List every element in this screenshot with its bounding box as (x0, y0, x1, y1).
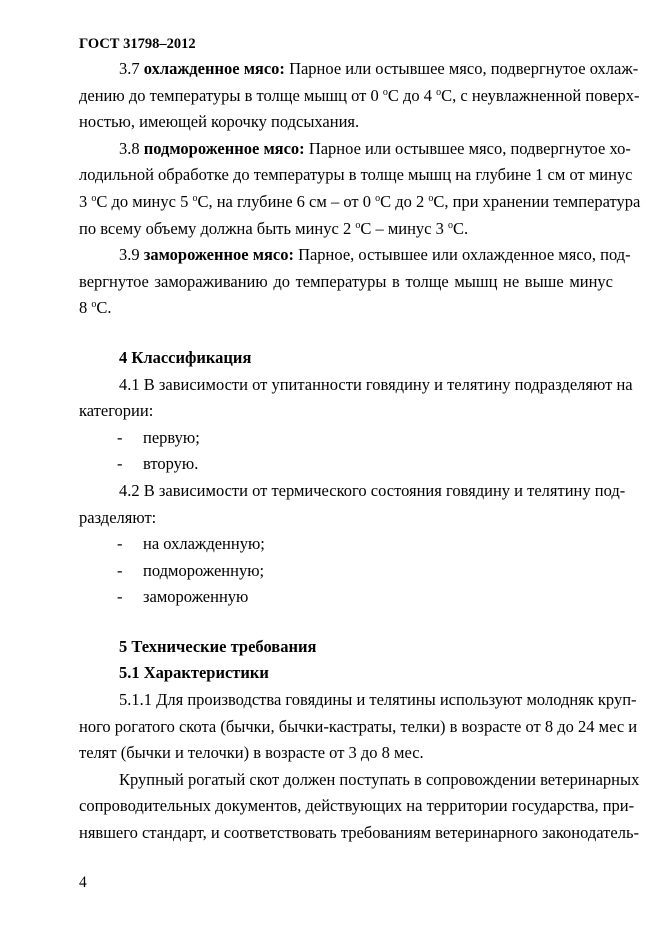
section-4-title: 4 Классификация (119, 347, 252, 367)
list-item: - на охлажденную; (117, 534, 265, 554)
clause-3-7-line-3: ностью, имеющей корочку подсыхания. (79, 112, 360, 132)
clause-3-8-line-3: 3 $^o$С до минус 5 $^o$С, на глубине 6 см – от 0 $^o$С до 2 $^o$С, при хранении температура (79, 191, 641, 211)
clause-3-9-line-3: 8 $^o$С. (79, 298, 112, 318)
paragraph-line-3: нявшего стандарт, и соответствовать требованиям ветеринарного законодатель- (79, 823, 639, 843)
paragraph-line-1: Крупный рогатый скот должен поступать в сопровождении ветеринарных (119, 769, 640, 789)
term-partially-frozen-meat: подмороженное мясо: (143, 138, 305, 158)
clause-3-8-line-4: по всему объему должна быть минус 2 $^o$С – минус 3 $^o$С. (79, 218, 469, 238)
list-item: - замороженную (117, 587, 249, 607)
document-code: ГОСТ 31798–2012 (79, 36, 196, 52)
clause-5-1-1-line-2: ного рогатого скота (бычки, бычки-кастраты, телки) в возрасте от 8 до 24 мес и (79, 716, 638, 736)
page-content (79, 56, 641, 847)
clause-4-2-line-2: разделяют: (79, 507, 157, 527)
clause-3-8-line-2: лодильной обработке до температуры в толще мышц на глубине 1 см от минус (79, 165, 633, 185)
clause-3-9-line-1: 3.9 замороженное мясо: Парное, остывшее или охлажденное мясо, под- (119, 245, 631, 265)
clause-3-9-line-2: вергнутое замораживанию до температуры в толще мышц не выше минус (79, 271, 613, 291)
term-frozen-meat: замороженное мясо: (143, 245, 294, 265)
list-item: - первую; (117, 427, 200, 447)
clause-4-1-line-1: 4.1 В зависимости от упитанности говядину и телятину подразделяют на (119, 374, 633, 394)
clause-5-1-1-line-3: телят (бычки и телочки) в возрасте от 3 до 8 мес. (79, 743, 424, 763)
clause-3-8-line-1: 3.8 подмороженное мясо: Парное или остывшее мясо, подвергнутое хо- (119, 138, 631, 158)
clause-4-1-line-2: категории: (79, 401, 154, 421)
subsection-5-1-title: 5.1 Характеристики (119, 663, 269, 683)
page-number: 4 (79, 874, 87, 891)
paragraph-line-2: сопроводительных документов, действующих на территории государства, при- (79, 796, 635, 816)
clause-3-7-line-2: дению до температуры в толще мышц от 0 $^o$С до 4 $^o$С, с неувлажненной поверх- (79, 85, 640, 105)
term-chilled-meat: охлажденное мясо: (143, 59, 285, 78)
section-5-title: 5 Технические требования (119, 636, 317, 656)
list-item: - вторую. (117, 454, 199, 474)
clause-4-2-line-1: 4.2 В зависимости от термического состояния говядину и телятину под- (119, 480, 626, 500)
clause-3-7-line-1: 3.7 охлажденное мясо: Парное или остывшее мясо, подвергнутое охлаж- (119, 59, 639, 78)
clause-5-1-1-line-1: 5.1.1 Для производства говядины и телятины используют молодняк круп- (119, 690, 637, 710)
list-item: - подмороженную; (117, 560, 265, 580)
